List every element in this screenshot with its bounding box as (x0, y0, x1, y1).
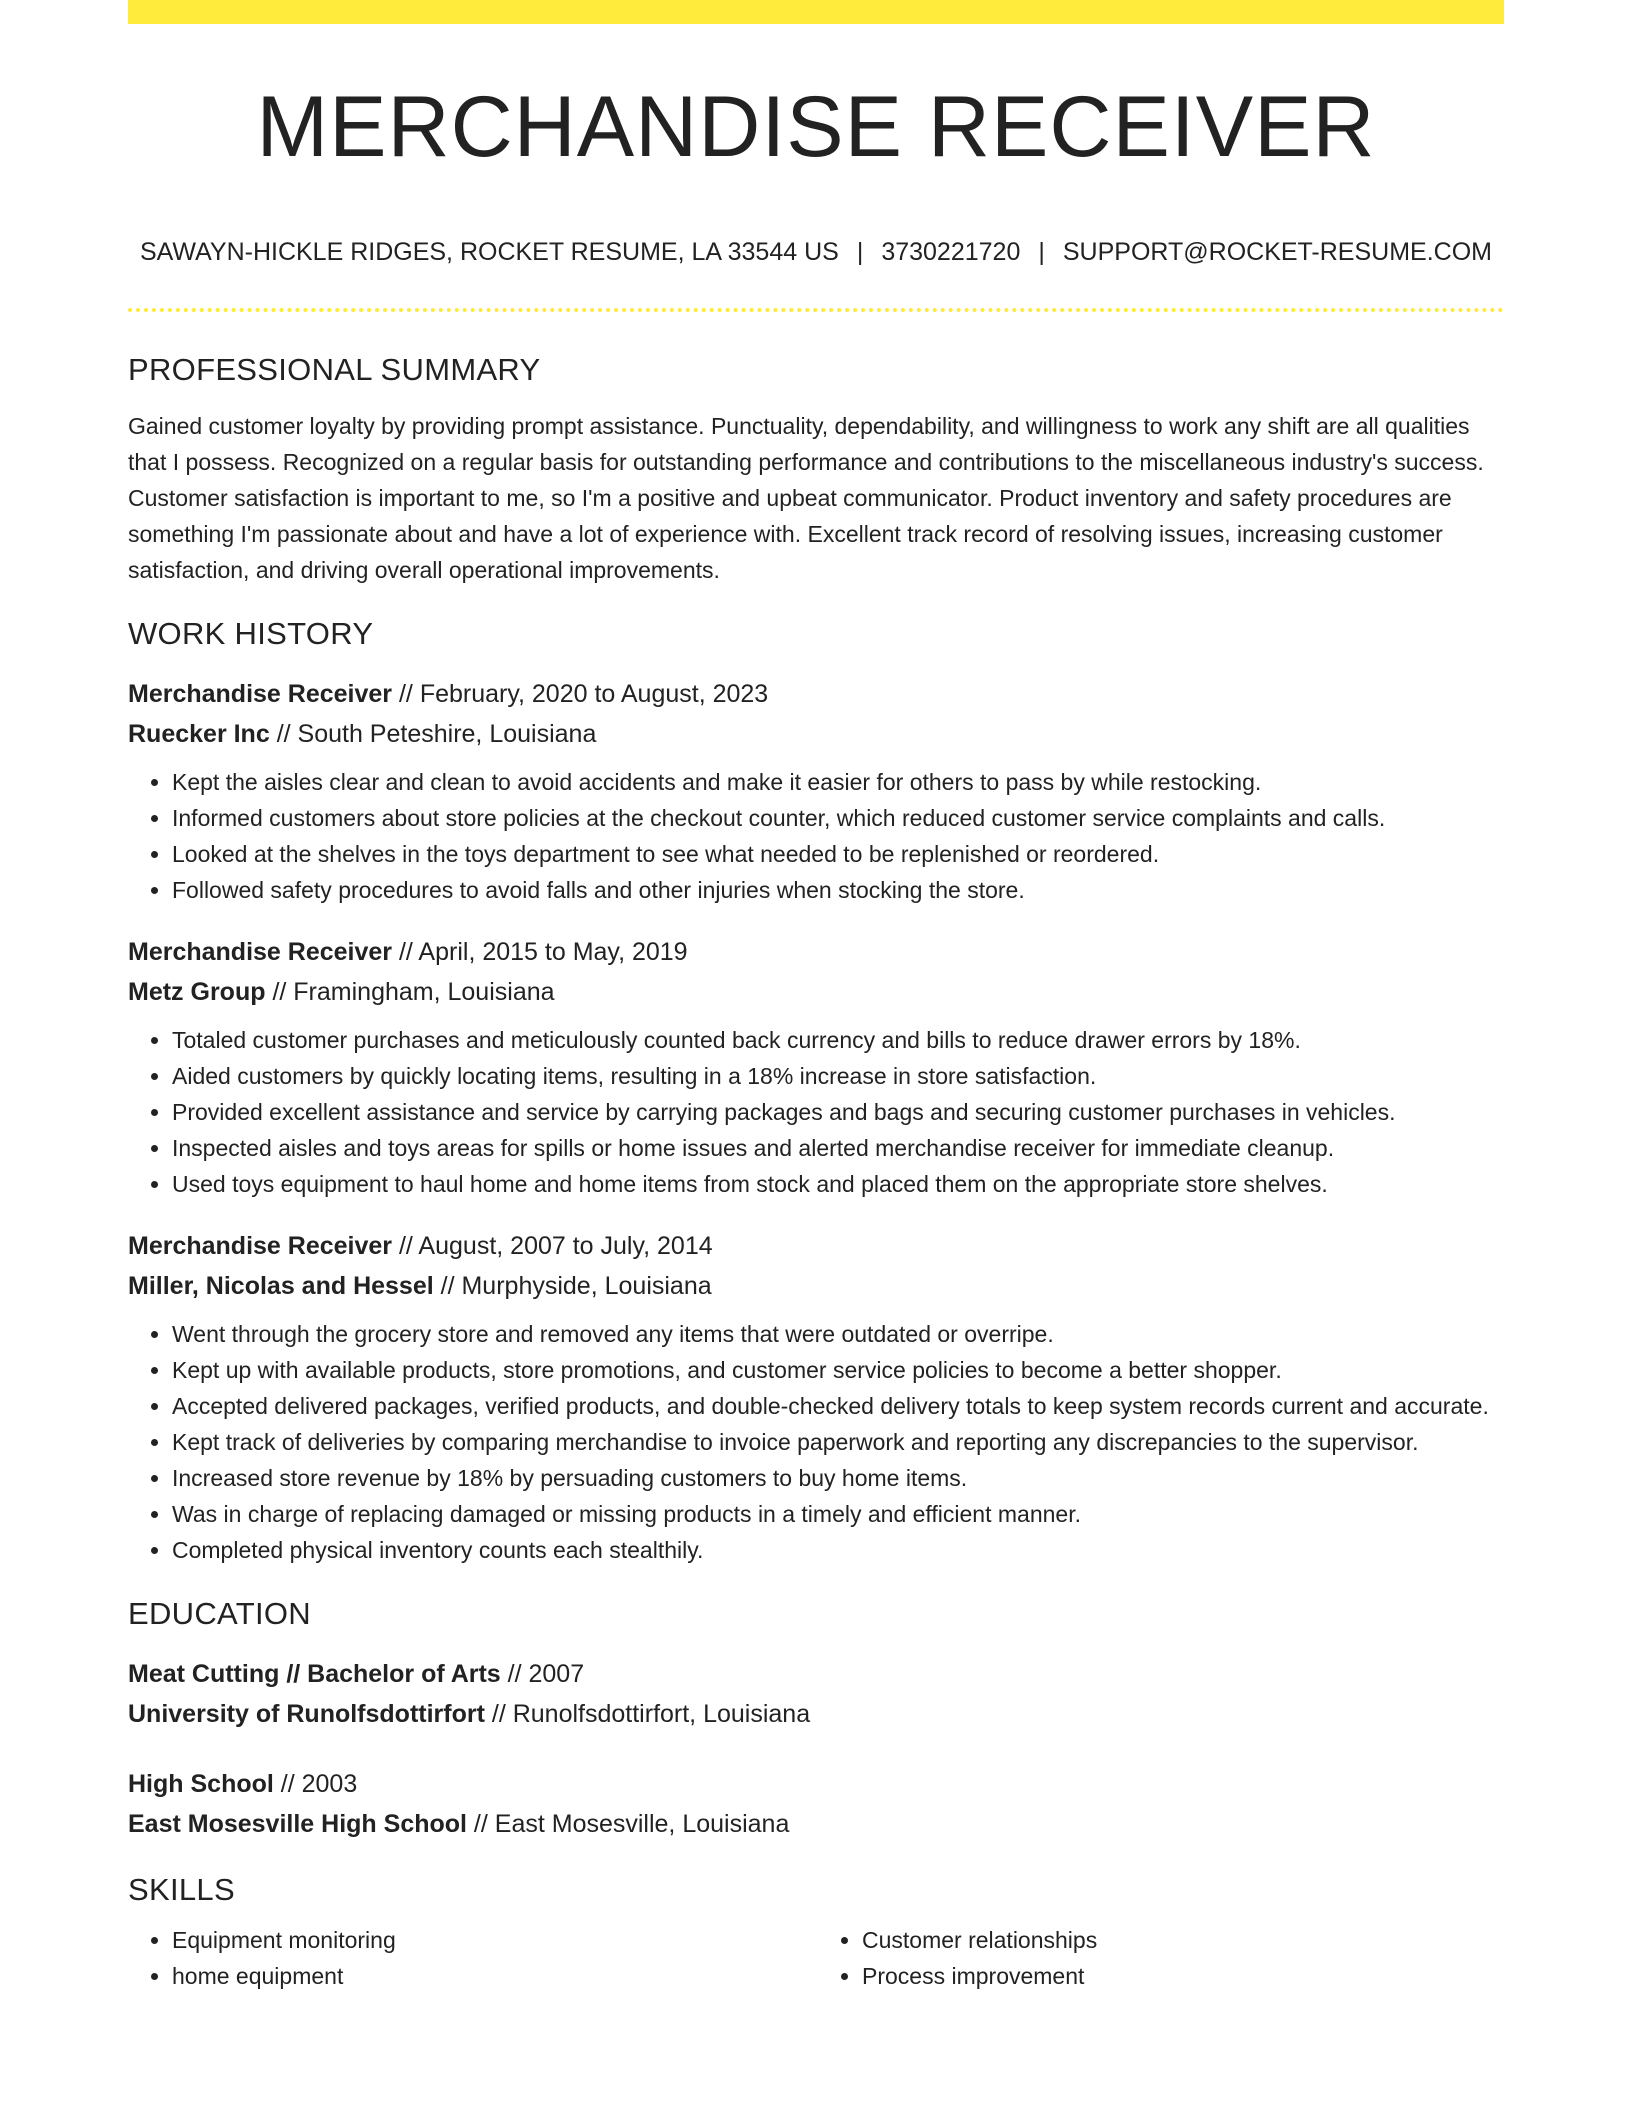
job-dates: // April, 2015 to May, 2019 (392, 938, 688, 966)
education-school-line (128, 1694, 1504, 1734)
education-degree-line (128, 1654, 1504, 1694)
job-company: Miller, Nicolas and Hessel (128, 1272, 434, 1300)
resume-content (128, 352, 1504, 1994)
job-location: // South Peteshire, Louisiana (269, 720, 597, 748)
section-heading-summary: PROFESSIONAL SUMMARY (128, 352, 541, 387)
section-heading-skills: SKILLS (128, 1872, 235, 1907)
job-company-line (128, 1266, 1504, 1306)
contact-email: SUPPORT@ROCKET-RESUME.COM (1062, 238, 1492, 266)
skills-list-right (816, 1922, 1504, 1994)
job-title: Merchandise Receiver (128, 680, 393, 708)
contact-separator: | (1038, 238, 1045, 266)
job-company-line (128, 972, 1504, 1012)
list-item: • Kept track of deliveries by comparing merchandise to invoice paperwork and reporting any discrepancies to the supervisor. (172, 1424, 1504, 1460)
list-item: • Inspected aisles and toys areas for spills or home issues and alerted merchandise receiver for immediate cleanup. (172, 1130, 1504, 1166)
job-dates: // August, 2007 to July, 2014 (392, 1232, 713, 1260)
job-title-line (128, 674, 1504, 714)
list-item: • Followed safety procedures to avoid falls and other injuries when stocking the store. (172, 872, 1504, 908)
work-history-section (128, 616, 1504, 1568)
list-item: • Process improvement (862, 1958, 1504, 1994)
accent-bar (128, 0, 1504, 24)
job-bullets (128, 764, 1504, 908)
contact-separator: | (856, 238, 864, 266)
skills-list-left (128, 1922, 816, 1994)
list-item: • Equipment monitoring (172, 1922, 816, 1958)
job-dates: // February, 2020 to August, 2023 (392, 680, 769, 708)
list-item: • Looked at the shelves in the toys department to see what needed to be replenished or reordered. (172, 836, 1504, 872)
section-heading-work: WORK HISTORY (128, 616, 374, 651)
education-degree: High School (128, 1770, 274, 1798)
job-title-line (128, 932, 1504, 972)
job-title: Merchandise Receiver (128, 938, 393, 966)
job-title-line (128, 1226, 1504, 1266)
list-item: • Totaled customer purchases and meticulously counted back currency and bills to reduce drawer errors by 18%. (172, 1022, 1504, 1058)
skills-columns (128, 1922, 1504, 1994)
education-school: East Mosesville High School (128, 1810, 467, 1838)
education-location: // East Mosesville, Louisiana (466, 1810, 790, 1838)
list-item: • Provided excellent assistance and service by carrying packages and bags and securing customer purchases in vehicles. (172, 1094, 1504, 1130)
contact-address: SAWAYN-HICKLE RIDGES, ROCKET RESUME, LA 33544 US (139, 238, 839, 266)
list-item: • home equipment (172, 1958, 816, 1994)
contact-phone: 3730221720 (881, 238, 1021, 266)
education-year: // 2007 (500, 1660, 585, 1688)
list-item: • Kept up with available products, store promotions, and customer service policies to become a better shopper. (172, 1352, 1504, 1388)
job-title: Merchandise Receiver (128, 1232, 393, 1260)
list-item: • Was in charge of replacing damaged or missing products in a timely and efficient manner. (172, 1496, 1504, 1532)
education-year: // 2003 (273, 1770, 358, 1798)
job-entry (128, 1226, 1504, 1568)
contact-line (128, 238, 1504, 267)
job-location: // Framingham, Louisiana (265, 978, 555, 1006)
summary-text: Gained customer loyalty by providing prompt assistance. Punctuality, dependability, and willingness to work any shift are all qualities that I possess. Recognized on a regular basis for outstanding performance and contributions to the miscellaneous industry's success. Customer satisfaction is important to me, so I'm a positive and upbeat communicator. Product inventory and safety procedures are something I'm passionate about and have a lot of experience with. Excellent track record of resolving issues, increasing customer satisfaction, and driving overall operational improvements. (128, 413, 1484, 583)
candidate-name: MERCHANDISE RECEIVER (256, 79, 1376, 175)
list-item: • Increased store revenue by 18% by persuading customers to buy home items. (172, 1460, 1504, 1496)
education-school: University of Runolfsdottirfort (128, 1700, 485, 1728)
list-item: • Informed customers about store policies at the checkout counter, which reduced customer service complaints and calls. (172, 800, 1504, 836)
education-entry (128, 1764, 1504, 1844)
education-entry (128, 1654, 1504, 1734)
list-item: • Kept the aisles clear and clean to avoid accidents and make it easier for others to pass by while restocking. (172, 764, 1504, 800)
job-location: // Murphyside, Louisiana (433, 1272, 712, 1300)
list-item: • Aided customers by quickly locating items, resulting in a 18% increase in store satisfaction. (172, 1058, 1504, 1094)
education-section (128, 1596, 1504, 1844)
job-company: Metz Group (128, 978, 266, 1006)
list-item: • Went through the grocery store and removed any items that were outdated or overripe. (172, 1316, 1504, 1352)
job-entry (128, 932, 1504, 1202)
list-item: • Accepted delivered packages, verified products, and double-checked delivery totals to keep system records current and accurate. (172, 1388, 1504, 1424)
education-degree-line (128, 1764, 1504, 1804)
job-bullets (128, 1022, 1504, 1202)
section-heading-education: EDUCATION (128, 1596, 311, 1631)
education-location: // Runolfsdottirfort, Louisiana (484, 1700, 811, 1728)
dotted-divider (128, 308, 1504, 312)
job-company: Ruecker Inc (128, 720, 270, 748)
job-company-line (128, 714, 1504, 754)
job-bullets (128, 1316, 1504, 1568)
job-entry (128, 674, 1504, 908)
education-degree: Meat Cutting // Bachelor of Arts (128, 1660, 501, 1688)
education-school-line (128, 1804, 1504, 1844)
list-item: • Customer relationships (862, 1922, 1504, 1958)
list-item: • Completed physical inventory counts each stealthily. (172, 1532, 1504, 1568)
list-item: • Used toys equipment to haul home and home items from stock and placed them on the appropriate store shelves. (172, 1166, 1504, 1202)
summary-section (128, 352, 1504, 588)
skills-section (128, 1872, 1504, 1994)
